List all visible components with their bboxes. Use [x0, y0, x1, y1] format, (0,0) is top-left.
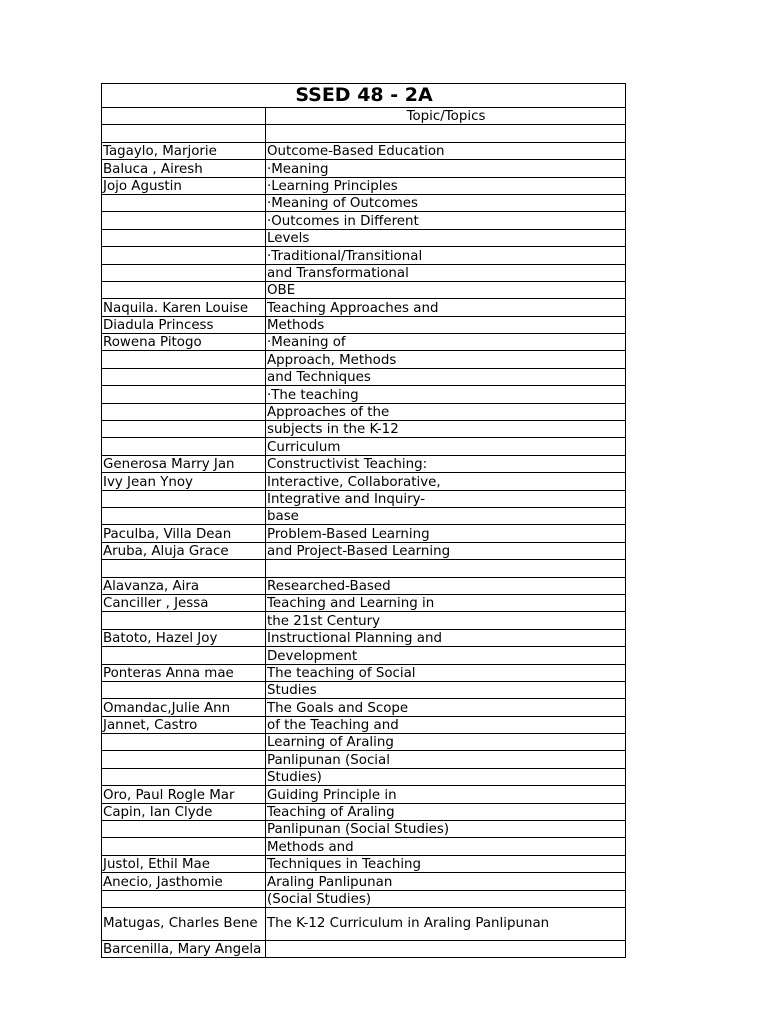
topic-cell: the 21st Century: [266, 612, 626, 629]
table-row: [102, 334, 626, 351]
topic-cell: Methods and: [266, 838, 626, 855]
table-row: [102, 490, 626, 507]
student-name-cell: [102, 403, 266, 420]
table-row: [102, 768, 626, 785]
table-row: [102, 316, 626, 333]
table-row: [102, 177, 626, 194]
student-name-cell: Canciller , Jessa: [102, 594, 266, 611]
table-row: [102, 838, 626, 855]
header-name: [102, 108, 266, 125]
student-name-cell: [102, 229, 266, 246]
student-name-cell: [102, 681, 266, 698]
topic-cell: OBE: [266, 281, 626, 298]
topic-cell: and Techniques: [266, 368, 626, 385]
table-row: [102, 821, 626, 838]
table-row: [102, 125, 626, 142]
topic-cell: of the Teaching and: [266, 716, 626, 733]
topic-cell: Constructivist Teaching:: [266, 455, 626, 472]
student-name-cell: Generosa Marry Jan: [102, 455, 266, 472]
table-row: [102, 786, 626, 803]
student-name-cell: [102, 768, 266, 785]
table-row: [102, 542, 626, 559]
student-name-cell: [102, 194, 266, 211]
table-row: [102, 507, 626, 524]
student-name-cell: [102, 281, 266, 298]
table-row: [102, 299, 626, 316]
table-row: [102, 907, 626, 940]
topic-cell: Instructional Planning and: [266, 629, 626, 646]
topic-cell: Panlipunan (Social: [266, 751, 626, 768]
table-row: [102, 403, 626, 420]
topic-cell: Approaches of the: [266, 403, 626, 420]
table-row: [102, 855, 626, 872]
student-name-cell: Barcenilla, Mary Angela: [102, 940, 266, 957]
topic-cell: The teaching of Social: [266, 664, 626, 681]
table-row: [102, 212, 626, 229]
topic-cell: [266, 125, 626, 142]
table-row: [102, 890, 626, 907]
topic-cell: and Transformational: [266, 264, 626, 281]
sheet-title: SSED 48 - 2A: [102, 84, 626, 108]
student-name-cell: [102, 386, 266, 403]
student-name-cell: [102, 612, 266, 629]
topic-cell: Methods: [266, 316, 626, 333]
student-name-cell: [102, 264, 266, 281]
topic-table: [101, 83, 626, 958]
table-row: [102, 664, 626, 681]
table-row: [102, 194, 626, 211]
topic-cell: [266, 940, 626, 957]
topic-cell: Learning of Araling: [266, 734, 626, 751]
table-row: [102, 142, 626, 159]
student-name-cell: Anecio, Jasthomie: [102, 873, 266, 890]
table-row: [102, 455, 626, 472]
student-name-cell: [102, 247, 266, 264]
topic-cell: ·The teaching: [266, 386, 626, 403]
topic-cell: Integrative and Inquiry-: [266, 490, 626, 507]
student-name-cell: Tagaylo, Marjorie: [102, 142, 266, 159]
topic-cell: Problem-Based Learning: [266, 525, 626, 542]
student-name-cell: [102, 821, 266, 838]
topic-cell: [266, 560, 626, 577]
topic-cell: ·Meaning of Outcomes: [266, 194, 626, 211]
topic-cell: Researched-Based: [266, 577, 626, 594]
table-row: [102, 803, 626, 820]
table-row: [102, 229, 626, 246]
student-name-cell: Batoto, Hazel Joy: [102, 629, 266, 646]
student-name-cell: [102, 751, 266, 768]
table-row: [102, 629, 626, 646]
topic-cell: Interactive, Collaborative,: [266, 473, 626, 490]
table-row: [102, 386, 626, 403]
table-row: [102, 560, 626, 577]
topic-cell: Curriculum: [266, 438, 626, 455]
student-name-cell: Baluca , Airesh: [102, 160, 266, 177]
topic-cell: subjects in the K-12: [266, 421, 626, 438]
table-row: [102, 681, 626, 698]
table-row: [102, 160, 626, 177]
student-name-cell: Ivy Jean Ynoy: [102, 473, 266, 490]
student-name-cell: Rowena Pitogo: [102, 334, 266, 351]
topic-cell: Outcome-Based Education: [266, 142, 626, 159]
table-row: [102, 699, 626, 716]
topic-cell: Panlipunan (Social Studies): [266, 821, 626, 838]
student-name-cell: [102, 734, 266, 751]
student-name-cell: Matugas, Charles Bene: [102, 907, 266, 940]
topic-cell: Studies: [266, 681, 626, 698]
student-name-cell: Alavanza, Aira: [102, 577, 266, 594]
student-name-cell: [102, 838, 266, 855]
student-name-cell: Ponteras Anna mae: [102, 664, 266, 681]
topic-cell: Guiding Principle in: [266, 786, 626, 803]
student-name-cell: [102, 368, 266, 385]
student-name-cell: Omandac,Julie Ann: [102, 699, 266, 716]
topic-cell: Teaching Approaches and: [266, 299, 626, 316]
topic-cell: Teaching and Learning in: [266, 594, 626, 611]
table-row: [102, 438, 626, 455]
topic-cell: Studies): [266, 768, 626, 785]
topic-cell: Teaching of Araling: [266, 803, 626, 820]
topic-cell: ·Outcomes in Different: [266, 212, 626, 229]
student-name-cell: [102, 560, 266, 577]
topic-cell: ·Traditional/Transitional: [266, 247, 626, 264]
topic-cell: (Social Studies): [266, 890, 626, 907]
topic-cell: The Goals and Scope: [266, 699, 626, 716]
header-topic: Topic/Topics: [266, 108, 626, 125]
table-row: [102, 647, 626, 664]
table-row: [102, 368, 626, 385]
student-name-cell: Paculba, Villa Dean: [102, 525, 266, 542]
topic-cell: Development: [266, 647, 626, 664]
table-row: [102, 577, 626, 594]
student-name-cell: Oro, Paul Rogle Mar: [102, 786, 266, 803]
topic-cell: ·Meaning: [266, 160, 626, 177]
topic-cell: ·Meaning of: [266, 334, 626, 351]
student-name-cell: [102, 438, 266, 455]
student-name-cell: [102, 421, 266, 438]
table-row: [102, 281, 626, 298]
student-name-cell: Naquila. Karen Louise: [102, 299, 266, 316]
table-row: [102, 751, 626, 768]
table-row: [102, 473, 626, 490]
table-row: [102, 716, 626, 733]
title-row: [102, 84, 626, 108]
student-name-cell: [102, 125, 266, 142]
topic-cell: base: [266, 507, 626, 524]
student-name-cell: [102, 212, 266, 229]
table-row: [102, 247, 626, 264]
table-row: [102, 264, 626, 281]
spreadsheet: [101, 83, 625, 958]
student-name-cell: [102, 890, 266, 907]
table-row: [102, 525, 626, 542]
student-name-cell: Jojo Agustin: [102, 177, 266, 194]
student-name-cell: Jannet, Castro: [102, 716, 266, 733]
table-row: [102, 734, 626, 751]
student-name-cell: [102, 507, 266, 524]
table-row: [102, 351, 626, 368]
header-row: [102, 108, 626, 125]
student-name-cell: [102, 647, 266, 664]
student-name-cell: Diadula Princess: [102, 316, 266, 333]
student-name-cell: [102, 490, 266, 507]
table-row: [102, 594, 626, 611]
topic-cell: Araling Panlipunan: [266, 873, 626, 890]
topic-cell: Approach, Methods: [266, 351, 626, 368]
student-name-cell: Aruba, Aluja Grace: [102, 542, 266, 559]
topic-cell: Levels: [266, 229, 626, 246]
student-name-cell: Justol, Ethil Mae: [102, 855, 266, 872]
table-row: [102, 612, 626, 629]
table-row: [102, 421, 626, 438]
topic-cell: ·Learning Principles: [266, 177, 626, 194]
topic-cell: and Project-Based Learning: [266, 542, 626, 559]
topic-cell: Techniques in Teaching: [266, 855, 626, 872]
table-row: [102, 940, 626, 957]
student-name-cell: Capin, Ian Clyde: [102, 803, 266, 820]
student-name-cell: [102, 351, 266, 368]
topic-cell: The K-12 Curriculum in Araling Panlipunan: [266, 907, 626, 940]
table-row: [102, 873, 626, 890]
